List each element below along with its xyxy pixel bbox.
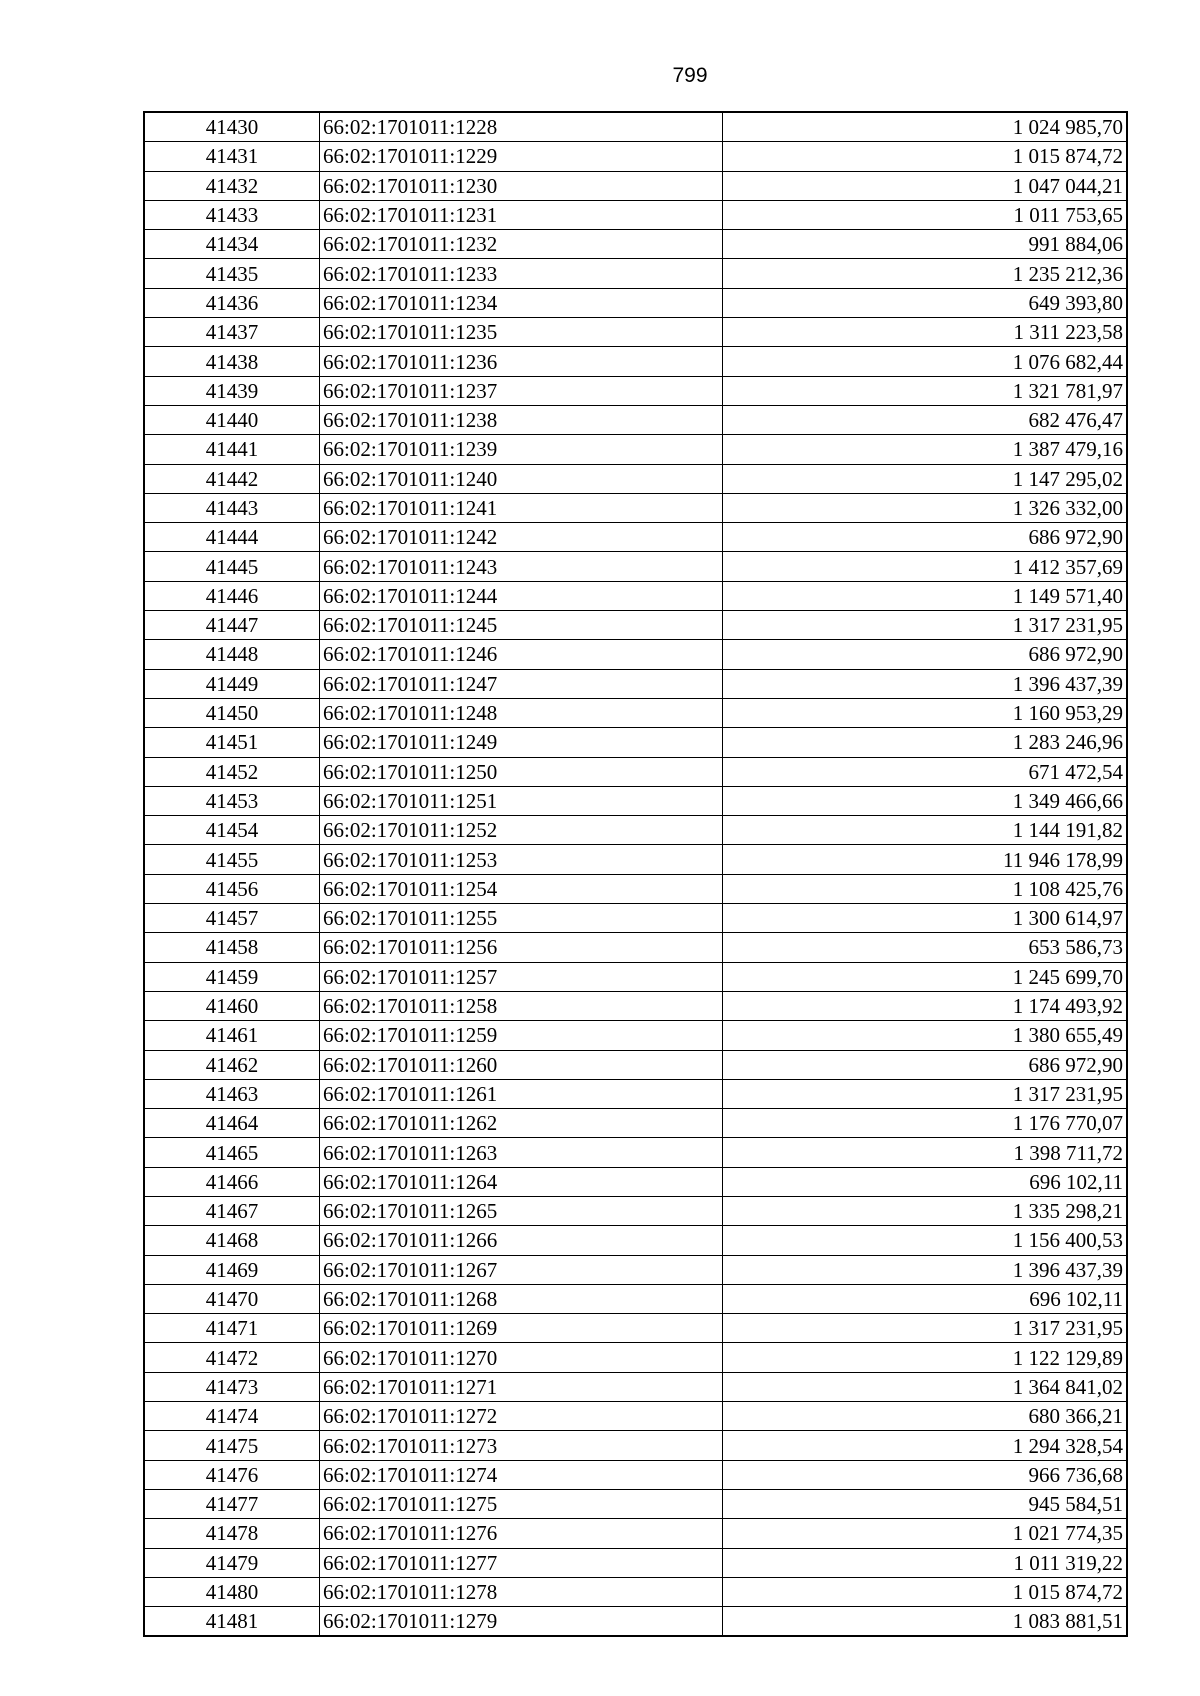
cadastral-value-cell: 686 972,90 bbox=[723, 1050, 1128, 1079]
cadastral-value-cell: 1 156 400,53 bbox=[723, 1226, 1128, 1255]
cadastral-number-cell: 66:02:1701011:1247 bbox=[320, 669, 723, 698]
table-row bbox=[144, 230, 1127, 259]
table-row bbox=[144, 611, 1127, 640]
row-number-cell: 41438 bbox=[144, 347, 320, 376]
table-row bbox=[144, 728, 1127, 757]
table-row bbox=[144, 318, 1127, 347]
cadastral-value-cell: 11 946 178,99 bbox=[723, 845, 1128, 874]
cadastral-value-cell: 1 398 711,72 bbox=[723, 1138, 1128, 1167]
row-number-cell: 41455 bbox=[144, 845, 320, 874]
row-number-cell: 41439 bbox=[144, 376, 320, 405]
row-number-cell: 41432 bbox=[144, 171, 320, 200]
table-row bbox=[144, 1314, 1127, 1343]
table-row bbox=[144, 552, 1127, 581]
row-number-cell: 41478 bbox=[144, 1519, 320, 1548]
cadastral-number-cell: 66:02:1701011:1245 bbox=[320, 611, 723, 640]
cadastral-value-cell: 696 102,11 bbox=[723, 1167, 1128, 1196]
table-row bbox=[144, 347, 1127, 376]
table-row bbox=[144, 288, 1127, 317]
row-number-cell: 41449 bbox=[144, 669, 320, 698]
row-number-cell: 41460 bbox=[144, 991, 320, 1020]
cadastral-number-cell: 66:02:1701011:1233 bbox=[320, 259, 723, 288]
cadastral-number-cell: 66:02:1701011:1267 bbox=[320, 1255, 723, 1284]
row-number-cell: 41441 bbox=[144, 435, 320, 464]
table-row bbox=[144, 1226, 1127, 1255]
cadastral-value-cell: 966 736,68 bbox=[723, 1460, 1128, 1489]
cadastral-value-cell: 1 349 466,66 bbox=[723, 786, 1128, 815]
cadastral-value-cell: 1 396 437,39 bbox=[723, 669, 1128, 698]
table-row bbox=[144, 1402, 1127, 1431]
row-number-cell: 41459 bbox=[144, 962, 320, 991]
cadastral-value-cell: 1 147 295,02 bbox=[723, 464, 1128, 493]
row-number-cell: 41443 bbox=[144, 493, 320, 522]
row-number-cell: 41437 bbox=[144, 318, 320, 347]
table-row bbox=[144, 376, 1127, 405]
row-number-cell: 41466 bbox=[144, 1167, 320, 1196]
cadastral-value-cell: 1 364 841,02 bbox=[723, 1372, 1128, 1401]
cadastral-value-cell: 1 335 298,21 bbox=[723, 1196, 1128, 1225]
cadastral-value-cell: 1 412 357,69 bbox=[723, 552, 1128, 581]
cadastral-number-cell: 66:02:1701011:1241 bbox=[320, 493, 723, 522]
table-row bbox=[144, 200, 1127, 229]
cadastral-value-cell: 1 387 479,16 bbox=[723, 435, 1128, 464]
cadastral-value-cell: 686 972,90 bbox=[723, 640, 1128, 669]
cadastral-number-cell: 66:02:1701011:1261 bbox=[320, 1079, 723, 1108]
cadastral-value-cell: 1 396 437,39 bbox=[723, 1255, 1128, 1284]
cadastral-value-cell: 1 076 682,44 bbox=[723, 347, 1128, 376]
row-number-cell: 41480 bbox=[144, 1577, 320, 1606]
cadastral-number-cell: 66:02:1701011:1255 bbox=[320, 904, 723, 933]
cadastral-value-cell: 1 380 655,49 bbox=[723, 1021, 1128, 1050]
cadastral-value-cell: 686 972,90 bbox=[723, 523, 1128, 552]
table-row bbox=[144, 757, 1127, 786]
cadastral-number-cell: 66:02:1701011:1248 bbox=[320, 698, 723, 727]
table-row bbox=[144, 464, 1127, 493]
row-number-cell: 41457 bbox=[144, 904, 320, 933]
cadastral-value-cell: 1 011 319,22 bbox=[723, 1548, 1128, 1577]
cadastral-value-cell: 1 321 781,97 bbox=[723, 376, 1128, 405]
table-row bbox=[144, 1079, 1127, 1108]
row-number-cell: 41453 bbox=[144, 786, 320, 815]
cadastral-number-cell: 66:02:1701011:1228 bbox=[320, 112, 723, 142]
table-row bbox=[144, 1431, 1127, 1460]
row-number-cell: 41463 bbox=[144, 1079, 320, 1108]
cadastral-number-cell: 66:02:1701011:1270 bbox=[320, 1343, 723, 1372]
cadastral-value-cell: 653 586,73 bbox=[723, 933, 1128, 962]
cadastral-value-cell: 1 174 493,92 bbox=[723, 991, 1128, 1020]
cadastral-value-cell: 1 317 231,95 bbox=[723, 611, 1128, 640]
table-row bbox=[144, 816, 1127, 845]
table-row bbox=[144, 1460, 1127, 1489]
row-number-cell: 41452 bbox=[144, 757, 320, 786]
cadastral-number-cell: 66:02:1701011:1240 bbox=[320, 464, 723, 493]
cadastral-value-cell: 991 884,06 bbox=[723, 230, 1128, 259]
cadastral-value-cell: 682 476,47 bbox=[723, 405, 1128, 434]
cadastral-number-cell: 66:02:1701011:1249 bbox=[320, 728, 723, 757]
table-row bbox=[144, 1372, 1127, 1401]
cadastral-value-cell: 1 176 770,07 bbox=[723, 1109, 1128, 1138]
cadastral-value-cell: 945 584,51 bbox=[723, 1489, 1128, 1518]
cadastral-value-cell: 1 300 614,97 bbox=[723, 904, 1128, 933]
row-number-cell: 41465 bbox=[144, 1138, 320, 1167]
cadastral-number-cell: 66:02:1701011:1278 bbox=[320, 1577, 723, 1606]
page-number: 799 bbox=[672, 64, 708, 87]
table-row bbox=[144, 1167, 1127, 1196]
table-row bbox=[144, 142, 1127, 171]
cadastral-number-cell: 66:02:1701011:1244 bbox=[320, 581, 723, 610]
row-number-cell: 41476 bbox=[144, 1460, 320, 1489]
table-row bbox=[144, 1548, 1127, 1577]
cadastral-number-cell: 66:02:1701011:1258 bbox=[320, 991, 723, 1020]
row-number-cell: 41456 bbox=[144, 874, 320, 903]
table-row bbox=[144, 1577, 1127, 1606]
cadastral-number-cell: 66:02:1701011:1235 bbox=[320, 318, 723, 347]
cadastral-number-cell: 66:02:1701011:1252 bbox=[320, 816, 723, 845]
cadastral-value-cell: 1 283 246,96 bbox=[723, 728, 1128, 757]
table-row bbox=[144, 581, 1127, 610]
cadastral-number-cell: 66:02:1701011:1246 bbox=[320, 640, 723, 669]
cadastral-number-cell: 66:02:1701011:1256 bbox=[320, 933, 723, 962]
cadastral-value-cell: 1 245 699,70 bbox=[723, 962, 1128, 991]
cadastral-number-cell: 66:02:1701011:1260 bbox=[320, 1050, 723, 1079]
cadastral-number-cell: 66:02:1701011:1236 bbox=[320, 347, 723, 376]
cadastral-number-cell: 66:02:1701011:1242 bbox=[320, 523, 723, 552]
cadastral-value-cell: 1 047 044,21 bbox=[723, 171, 1128, 200]
cadastral-number-cell: 66:02:1701011:1266 bbox=[320, 1226, 723, 1255]
table-row bbox=[144, 904, 1127, 933]
cadastral-number-cell: 66:02:1701011:1277 bbox=[320, 1548, 723, 1577]
row-number-cell: 41464 bbox=[144, 1109, 320, 1138]
row-number-cell: 41444 bbox=[144, 523, 320, 552]
table-row bbox=[144, 405, 1127, 434]
table-body bbox=[144, 112, 1127, 1636]
row-number-cell: 41448 bbox=[144, 640, 320, 669]
cadastral-number-cell: 66:02:1701011:1269 bbox=[320, 1314, 723, 1343]
row-number-cell: 41461 bbox=[144, 1021, 320, 1050]
cadastral-value-cell: 1 235 212,36 bbox=[723, 259, 1128, 288]
row-number-cell: 41436 bbox=[144, 288, 320, 317]
row-number-cell: 41462 bbox=[144, 1050, 320, 1079]
cadastral-value-cell: 1 083 881,51 bbox=[723, 1607, 1128, 1637]
cadastral-value-cell: 1 160 953,29 bbox=[723, 698, 1128, 727]
row-number-cell: 41473 bbox=[144, 1372, 320, 1401]
row-number-cell: 41471 bbox=[144, 1314, 320, 1343]
table-row bbox=[144, 1519, 1127, 1548]
table-row bbox=[144, 523, 1127, 552]
table-row bbox=[144, 1489, 1127, 1518]
cadastral-number-cell: 66:02:1701011:1268 bbox=[320, 1284, 723, 1313]
cadastral-number-cell: 66:02:1701011:1275 bbox=[320, 1489, 723, 1518]
table-row bbox=[144, 1255, 1127, 1284]
row-number-cell: 41446 bbox=[144, 581, 320, 610]
table-row bbox=[144, 435, 1127, 464]
row-number-cell: 41430 bbox=[144, 112, 320, 142]
cadastral-value-cell: 1 015 874,72 bbox=[723, 142, 1128, 171]
cadastral-value-cell: 1 317 231,95 bbox=[723, 1314, 1128, 1343]
cadastral-number-cell: 66:02:1701011:1229 bbox=[320, 142, 723, 171]
cadastral-number-cell: 66:02:1701011:1234 bbox=[320, 288, 723, 317]
cadastral-number-cell: 66:02:1701011:1262 bbox=[320, 1109, 723, 1138]
row-number-cell: 41475 bbox=[144, 1431, 320, 1460]
row-number-cell: 41467 bbox=[144, 1196, 320, 1225]
cadastral-value-cell: 649 393,80 bbox=[723, 288, 1128, 317]
table-row bbox=[144, 786, 1127, 815]
table-row bbox=[144, 1607, 1127, 1637]
cadastral-number-cell: 66:02:1701011:1272 bbox=[320, 1402, 723, 1431]
table-row bbox=[144, 171, 1127, 200]
table-row bbox=[144, 991, 1127, 1020]
cadastral-value-cell: 1 108 425,76 bbox=[723, 874, 1128, 903]
table-row bbox=[144, 112, 1127, 142]
cadastral-value-cell: 1 317 231,95 bbox=[723, 1079, 1128, 1108]
cadastral-value-cell: 1 015 874,72 bbox=[723, 1577, 1128, 1606]
cadastral-number-cell: 66:02:1701011:1238 bbox=[320, 405, 723, 434]
row-number-cell: 41442 bbox=[144, 464, 320, 493]
cadastral-number-cell: 66:02:1701011:1250 bbox=[320, 757, 723, 786]
row-number-cell: 41481 bbox=[144, 1607, 320, 1637]
cadastral-number-cell: 66:02:1701011:1251 bbox=[320, 786, 723, 815]
table-row bbox=[144, 1284, 1127, 1313]
cadastral-number-cell: 66:02:1701011:1231 bbox=[320, 200, 723, 229]
table-row bbox=[144, 962, 1127, 991]
row-number-cell: 41469 bbox=[144, 1255, 320, 1284]
row-number-cell: 41434 bbox=[144, 230, 320, 259]
table-row bbox=[144, 1021, 1127, 1050]
table-row bbox=[144, 1343, 1127, 1372]
cadastral-number-cell: 66:02:1701011:1230 bbox=[320, 171, 723, 200]
cadastral-number-cell: 66:02:1701011:1273 bbox=[320, 1431, 723, 1460]
cadastral-value-cell: 1 294 328,54 bbox=[723, 1431, 1128, 1460]
cadastral-number-cell: 66:02:1701011:1239 bbox=[320, 435, 723, 464]
cadastral-value-cell: 1 122 129,89 bbox=[723, 1343, 1128, 1372]
cadastral-number-cell: 66:02:1701011:1274 bbox=[320, 1460, 723, 1489]
cadastral-number-cell: 66:02:1701011:1237 bbox=[320, 376, 723, 405]
cadastral-value-cell: 1 011 753,65 bbox=[723, 200, 1128, 229]
table-row bbox=[144, 1050, 1127, 1079]
cadastral-number-cell: 66:02:1701011:1276 bbox=[320, 1519, 723, 1548]
table-row bbox=[144, 1138, 1127, 1167]
cadastral-value-cell: 680 366,21 bbox=[723, 1402, 1128, 1431]
row-number-cell: 41454 bbox=[144, 816, 320, 845]
row-number-cell: 41474 bbox=[144, 1402, 320, 1431]
row-number-cell: 41435 bbox=[144, 259, 320, 288]
table-row bbox=[144, 640, 1127, 669]
cadastral-value-cell: 1 144 191,82 bbox=[723, 816, 1128, 845]
row-number-cell: 41445 bbox=[144, 552, 320, 581]
cadastral-number-cell: 66:02:1701011:1257 bbox=[320, 962, 723, 991]
cadastral-number-cell: 66:02:1701011:1263 bbox=[320, 1138, 723, 1167]
row-number-cell: 41458 bbox=[144, 933, 320, 962]
table-row bbox=[144, 698, 1127, 727]
table-row bbox=[144, 1109, 1127, 1138]
cadastral-number-cell: 66:02:1701011:1264 bbox=[320, 1167, 723, 1196]
cadastral-number-cell: 66:02:1701011:1232 bbox=[320, 230, 723, 259]
row-number-cell: 41450 bbox=[144, 698, 320, 727]
cadastral-number-cell: 66:02:1701011:1271 bbox=[320, 1372, 723, 1401]
cadastral-value-cell: 696 102,11 bbox=[723, 1284, 1128, 1313]
cadastral-number-cell: 66:02:1701011:1243 bbox=[320, 552, 723, 581]
table-row bbox=[144, 259, 1127, 288]
row-number-cell: 41431 bbox=[144, 142, 320, 171]
table-row bbox=[144, 933, 1127, 962]
row-number-cell: 41433 bbox=[144, 200, 320, 229]
row-number-cell: 41447 bbox=[144, 611, 320, 640]
cadastral-value-cell: 1 326 332,00 bbox=[723, 493, 1128, 522]
table-row bbox=[144, 669, 1127, 698]
table-row bbox=[144, 1196, 1127, 1225]
row-number-cell: 41470 bbox=[144, 1284, 320, 1313]
cadastral-value-cell: 1 149 571,40 bbox=[723, 581, 1128, 610]
table-row bbox=[144, 874, 1127, 903]
cadastral-value-cell: 1 311 223,58 bbox=[723, 318, 1128, 347]
row-number-cell: 41477 bbox=[144, 1489, 320, 1518]
row-number-cell: 41472 bbox=[144, 1343, 320, 1372]
cadastral-number-cell: 66:02:1701011:1253 bbox=[320, 845, 723, 874]
cadastral-value-cell: 671 472,54 bbox=[723, 757, 1128, 786]
cadastral-number-cell: 66:02:1701011:1279 bbox=[320, 1607, 723, 1637]
cadastral-number-cell: 66:02:1701011:1254 bbox=[320, 874, 723, 903]
table-row bbox=[144, 845, 1127, 874]
row-number-cell: 41451 bbox=[144, 728, 320, 757]
cadastral-value-cell: 1 021 774,35 bbox=[723, 1519, 1128, 1548]
cadastral-number-cell: 66:02:1701011:1265 bbox=[320, 1196, 723, 1225]
cadastral-value-table bbox=[143, 111, 1128, 1637]
row-number-cell: 41468 bbox=[144, 1226, 320, 1255]
cadastral-value-cell: 1 024 985,70 bbox=[723, 112, 1128, 142]
row-number-cell: 41440 bbox=[144, 405, 320, 434]
row-number-cell: 41479 bbox=[144, 1548, 320, 1577]
cadastral-number-cell: 66:02:1701011:1259 bbox=[320, 1021, 723, 1050]
table-row bbox=[144, 493, 1127, 522]
